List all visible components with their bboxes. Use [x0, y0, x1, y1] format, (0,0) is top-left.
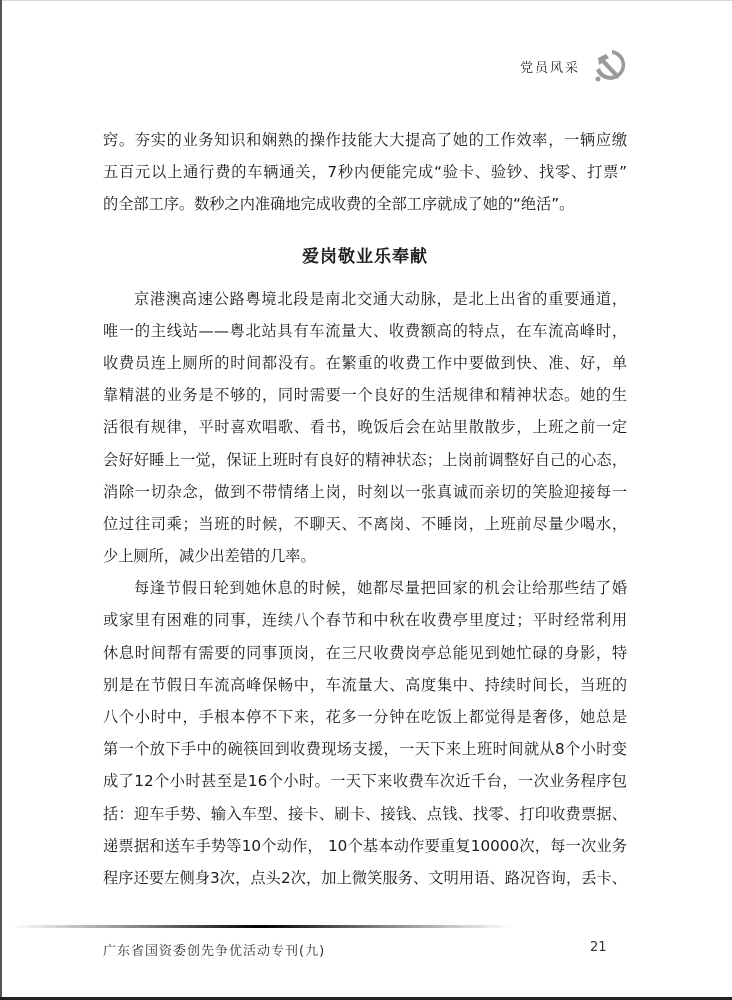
page-number: 21 [590, 940, 607, 955]
article-body [103, 124, 627, 894]
text-line: 的全部工序。数秒之内准确地完成收费的全部工序就成了她的“绝活”。 [103, 195, 575, 214]
text-line: 别是在节假日车流高峰保畅中，车流量大、高度集中、持续时间长，当班的 [103, 675, 627, 694]
paragraph-1 [103, 124, 627, 221]
page-header [520, 46, 630, 86]
text-line: 消除一切杂念，做到不带情绪上岗，时刻以一张真诚而亲切的笑脸迎接每一 [103, 482, 627, 501]
text-line: 五百元以上通行费的车辆通关，7秒内便能完成“验卡、验钞、找零、打票” [103, 163, 627, 182]
text-line: 括：迎车手势、输入车型、接卡、刷卡、接钱、点钱、找零、打印收费票据、 [103, 804, 627, 823]
text-line: 递票据和送车手势等10个动作， 10个基本动作要重复10000次，每一次业务 [103, 836, 627, 855]
text-line: 窍。夯实的业务知识和娴熟的操作技能大大提高了她的工作效率，一辆应缴 [103, 131, 627, 149]
text-line: 少上厕所，减少出差错的几率。 [103, 547, 316, 566]
section-title: 爱岗敬业乐奉献 [302, 246, 428, 267]
text-line: 成了12个小时甚至是16个小时。一天下来收费车次近千台，一次业务程序包 [103, 772, 627, 791]
text-line: 唯一的主线站——粤北站具有车流量大、收费额高的特点，在车流高峰时， [103, 321, 627, 340]
text-line: 休息时间帮有需要的同事顶岗，在三尺收费岗亭总能见到她忙碌的身影，特 [103, 643, 627, 662]
section-header-title: 党员风采 [520, 60, 581, 76]
text-line: 靠精湛的业务是不够的，同时需要一个良好的生活规律和精神状态。她的生 [103, 386, 627, 405]
paragraph-3 [103, 572, 627, 894]
text-line: 程序还要左侧身3次，点头2次，加上微笑服务、文明用语、路况咨询，丢卡、 [103, 868, 627, 887]
text-line: 每逢节假日轮到她休息的时候，她都尽量把回家的机会让给那些结了婚 [134, 579, 627, 598]
text-line: 活很有规律，平时喜欢唱歌、看书，晚饭后会在站里散散步，上班之前一定 [103, 418, 627, 437]
page-left-edge [0, 0, 2, 1000]
text-line: 会好好睡上一觉，保证上班时有良好的精神状态；上岗前调整好自己的心态， [103, 450, 627, 469]
publication-title: 广东省国资委创先争优活动专刊(九) [103, 944, 326, 959]
text-line: 八个小时中，手根本停不下来，花多一分钟在吃饭上都觉得是奢侈，她总是 [103, 708, 627, 726]
text-line: 京港澳高速公路粤境北段是南北交通大动脉，是北上出省的重要通道， [134, 289, 627, 308]
text-line: 或家里有困难的同事，连续八个春节和中秋在收费亭里度过；平时经常利用 [103, 611, 627, 630]
text-line: 收费员连上厕所的时间都没有。在繁重的收费工作中要做到快、准、好，单 [103, 353, 627, 372]
paragraph-2 [103, 283, 627, 573]
page-top-edge [0, 0, 732, 1]
hammer-sickle-icon [590, 46, 630, 86]
text-line: 位过往司乘；当班的时候，不聊天、不离岗、不睡岗，上班前尽量少喝水， [103, 514, 627, 533]
text-line: 第一个放下手中的碗筷回到收费现场支援，一天下来上班时间就从8个小时变 [103, 740, 627, 759]
footer-divider [12, 925, 512, 928]
